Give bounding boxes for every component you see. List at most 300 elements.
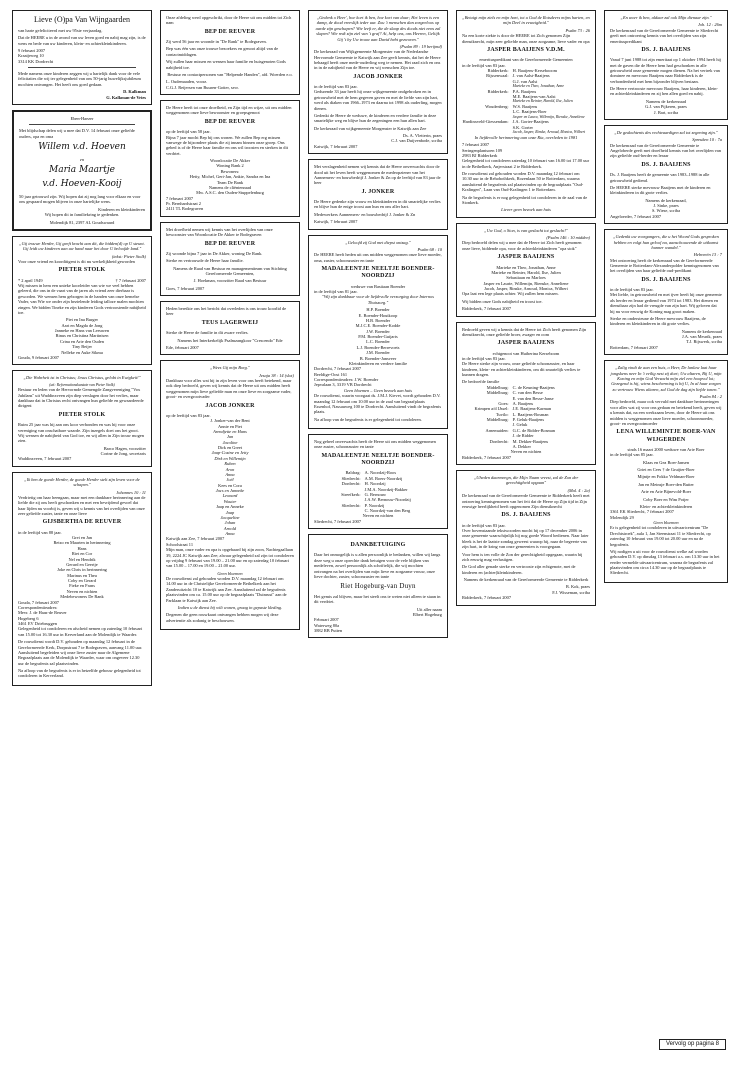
family-member: Annie en Piet xyxy=(218,423,242,429)
column-3 xyxy=(308,10,448,643)
ad-text: Wij nodigen u uit voor de rouwdienst welke zal worden gehouden D.V. op dinsdag 13 februari a.s. om 13.30 uur in het eerder vermelde uitvaartcentrum, waarna de begrafenis zal plaatsvinden om circa 14.30 uur op de begraafplaats te Sliedrecht. xyxy=(610,548,720,576)
couple-name: v.d. Hoeven-Kooij xyxy=(42,179,122,190)
ad-text: Opa laat een lege plaats achter. Wij zullen hem missen. xyxy=(462,291,559,297)
signatory: Nelleke en Auke Sikma xyxy=(61,349,103,355)
ad-text: Het gemis zal blijven, maar het steelt ons te weten niet alleen te staan in dit verdriet. xyxy=(314,593,441,605)
deceased-name: DS. J. BAAIJENS xyxy=(501,512,551,519)
ad-text: Verdrietig om haar heengaan, maar met een dankbare herinnering aan de liefde die zij ons heeft geschonken en met een bevrijdend gevoel dat haar lijden nu voorbij is, geven wij u kennis van het overlijden van onze zeer geliefde zuster, tante en onze lieve xyxy=(18,494,146,517)
deceased-age: op de leeftijd van 83 jaar. xyxy=(166,412,211,418)
family-member: P. Noordzij xyxy=(364,502,385,508)
family-member: C. Noordzij-van den Berg xyxy=(364,508,411,513)
ad-date: 7 februari 2007 xyxy=(462,142,490,148)
ad-text: Sterke de Heere de familie in dit zware verlies. xyxy=(166,330,249,336)
ad-signature: Ds. A. Vletterin, praes xyxy=(402,133,442,139)
deceased-name: JASPER BAAIJENS xyxy=(497,340,555,347)
family-member: Arie en Arie Bijnevold-Boer xyxy=(640,489,692,495)
ad-text: Met droefheid nemen wij kennis van het overlijden van onze bewoonster van Woonlocatie De Akker te Bodegraven xyxy=(166,226,273,238)
flowers-note: Geen bloemen xyxy=(653,520,679,526)
widow-name: J. Jonker-van der Bent xyxy=(210,418,250,424)
family-member: M.E. Baaijens-van Aalst xyxy=(512,94,556,100)
deceased-age: in de leeftijd van 83 jaar. xyxy=(610,287,654,293)
ad-signature: Mw. A.S.C. den Ouden-Stuppelenburg xyxy=(196,190,264,196)
deceased-age: in de leeftijd van 83 jaar. xyxy=(462,355,506,361)
family-member: J.A. Gorter-Baaijens xyxy=(512,119,549,125)
family-list xyxy=(610,460,722,502)
ad-text: De HEERE heeft heden uit ons midden weggenomen onze lieve moeder, oma, zuster, schoonzuster en tante xyxy=(314,252,442,263)
family-member: L.C. Baaijens-Boer xyxy=(512,109,547,115)
family-list xyxy=(18,535,146,589)
ad-signature: F.J. Wisseman, scriba xyxy=(552,589,590,595)
ad-obituary-baaijens-family xyxy=(456,10,596,218)
deceased-name: J. JONKER xyxy=(361,188,395,195)
ad-text: Na afloop van de begrafenis is er gelegenheid tot condoleren. xyxy=(314,416,422,422)
family-note: Medebewoners De Rank xyxy=(60,594,104,600)
ad-text: De Heere sterke zijn vrouw, onze geliefde schoonzuster, en haar kinderen, klein- en achterkleinkinderen, om dit smartelijk verlies te kunnen dragen. xyxy=(462,361,581,378)
ad-signature: S. Wiese, scriba xyxy=(651,208,681,214)
quote-source: Spreuken 10 : 7a xyxy=(692,137,722,143)
family-member: Dirk en Greet xyxy=(217,445,243,451)
ad-signature: Barco Hagen, voorzitter xyxy=(103,445,146,451)
family-member: Marieke en Theo, Jonathan, Anne xyxy=(496,264,556,270)
corr-label: Correspondentieadres: xyxy=(18,604,58,610)
ad-text: De kerkenraad van de Gereformeerde Gemeente te Ridderkerk heeft met ontroering kennisgenomen van het feit dat de Heere op Zijn tijd in Zijn eeuwige heerlijkheid heeft opgenomen Zijn dienstknecht xyxy=(462,493,590,509)
ad-text: Dankbaar voor alles wat hij in zijn leven voor ons heeft betekend, maar ook diep bedroefd, geven wij kennis dat de Heere uit ons midden heeft weggenomen mijn lieve geliefde man en onze lieve en zorgzame vader, groot- en overgrootvader xyxy=(166,378,292,400)
family-list xyxy=(462,265,590,292)
ad-text: Gelegenheid tot condoleren en afscheid nemen op zaterdag 10 februari van 15.00 tot 16.30 uur in Kerverland aan de Molendijk te Waarder. xyxy=(18,626,143,637)
family-table xyxy=(314,470,442,513)
deceased-name: JACOB JONKER xyxy=(353,73,403,80)
family-place: Middelburg: xyxy=(486,390,509,396)
family-member: Dirk en Willemijn xyxy=(214,455,246,461)
ad-address: Seringenplantsoen 109 xyxy=(462,147,503,153)
ad-text: Mijn man, onze vader en opa is opgebaard bij zijn zoon, Nachtegaallaan 39, 2224 JC Katwijk aan Zee; alwaar gelegenheid zal zijn tot condoleren op vrijdag 9 februari van 19.00 – 21.00 uur en op zaterdag 10 februari van 15.00 – 17.00 en 19.00 – 21.00 uur. xyxy=(166,547,294,569)
ad-obituary-stolk-1 xyxy=(12,236,152,365)
ad-date: 9 februari 2007 xyxy=(18,47,46,53)
ad-signature: Corine de Jong, secretaris xyxy=(100,451,146,457)
ad-address: Schoolstraat 11 xyxy=(166,541,194,547)
ad-text: Er is gelegenheid tot condoleren in uitvaartcentrum "De Drechtstroek", aula 1, Jan Steenstraat 11 te Sliedrecht, op zaterdag 10 februari van 19.00 tot 20.00 uur en na de begrafenis. xyxy=(610,525,711,547)
family-member: A. Dekker xyxy=(512,443,531,449)
couple-name: Willem v.d. Hoeven xyxy=(38,142,126,152)
family-member: Johan xyxy=(224,520,236,526)
family-member: J. Geluk xyxy=(512,422,528,428)
ad-place-date: Rotterdam, 7 februari 2007 xyxy=(610,344,658,350)
ad-text: De kerkenraad van de Gereformeerde Gemeente te Sliedrecht geeft met ontroering kennis van het overlijden van zijn emerituspredikant xyxy=(610,27,719,44)
ad-text: Vanaf 7 juni 1988 tot zijn emeritaat op 1 oktober 1994 heeft hij met de gaven die de Heere hem had geschonken in alle getrouwheid onze gemeente mogen dienen. Na het vertrek van dominee en mevrouw Baaijens naar Ridderkerk is de verbondenheid met hem bijzonder blijven bestaan. xyxy=(610,57,721,84)
ad-place-date: Sliedrecht, 7 februari 2007 xyxy=(314,518,362,524)
ad-text: Gedurende 33 jaar heeft hij onze wijkgemeente ondgebroken en in getrouwheid met de hem gegeven gaven en met de liefde van zijn hart, werd als diaken van 1966–1973 en daarna tot 1998 als ouderling, mogen dienen. xyxy=(314,89,442,111)
family-member: Jasper en Laura, Willemijn, Rienske, Anneliene xyxy=(512,114,585,119)
family-member: Coby en Gerard xyxy=(67,578,97,584)
family-member: J.A.W. Bernouw-Noordzij xyxy=(364,497,411,503)
ad-obituary-stolk-2 xyxy=(12,370,152,466)
ad-address: 2411 TL Bodegraven xyxy=(166,206,204,212)
ad-text: Gelegenheid tot condoleren zaterdag 10 februari van 16.00 tot 17.00 uur in de Bethelkerk, Anjerstraat 2 te Ridderkerk. xyxy=(462,158,590,169)
family-member: Arnold xyxy=(223,525,237,531)
column-1 xyxy=(12,10,152,691)
ad-obituary-de-reuver xyxy=(12,472,152,686)
deceased-name: DS. J. BAAIJENS xyxy=(641,46,691,53)
ad-obituary-baaijens-church xyxy=(456,470,596,605)
family-member: Fieke en Frans xyxy=(69,583,95,589)
ad-text: Daar het onmogelijk is u allen persoonlijk te bedanken, willen wij langs deze weg u onze oprechte dank betuigen voor de vele blijken van medeleven, zowel persoonlijk als schriftelijk, die wij mochten ontvangen na het overlijden van mijn lieve en zorgzame vrouw, onze lieve dochter, zuster, schoonzuster en tante xyxy=(314,552,441,579)
ad-signature: Medewerkers Aannemers- en bouwbedrijf J. Jonker & Zn xyxy=(314,211,416,217)
ad-date: 7 februari 2007 xyxy=(166,195,194,201)
birth-date: * 2 april 1949 xyxy=(18,277,43,283)
signatory-list xyxy=(166,158,294,185)
quote-source: (Psalm 89 : 19 berijmd) xyxy=(399,43,442,49)
continued-on-page-link[interactable]: Vervolg op pagina 8 xyxy=(659,1039,726,1050)
deceased-name: JASPER BAAIJENS V.D.M. xyxy=(487,46,565,53)
ad-signature: C.G.J. Reijersen van Buuren-Gotter, secr. xyxy=(166,84,239,90)
ad-place-date: Katwijk aan Zee, 7 februari 2007 xyxy=(166,536,225,542)
family-member: Jaap en Anneke xyxy=(216,504,244,510)
deceased-age: in de leeftijd van 83 jaar. xyxy=(462,522,506,528)
signatory: Aart en Magda de Jong xyxy=(61,322,103,328)
family-member: M. Dekker-Baaijens xyxy=(512,438,549,444)
ad-anniversary xyxy=(12,110,152,231)
quote-source: (Psalm 146 : 10 midden) xyxy=(546,235,590,241)
family-member: Sebastiaan en Marloes xyxy=(506,275,546,281)
ad-signature: D. Kalkman xyxy=(123,89,146,95)
family-place: Streefkerk: xyxy=(341,491,361,497)
family-member: L. Baaijens-Bosman xyxy=(512,411,549,417)
family-member: L.C. Boender xyxy=(366,339,390,345)
family-place: Middelburg: xyxy=(486,384,509,390)
ad-quote: „Uheden daarmeegn, die Mijn Naam vreest, zal de Zon der gerechtigheid opgaan" xyxy=(473,475,579,486)
ad-text: Gedenkt de Heere de weduwe, de kinderen en verdere familie in deze smartelijke weg en blijve hun de zegeningen een hun allen hart. xyxy=(314,112,437,124)
family-member: G.J. van Aalst xyxy=(512,78,538,84)
family-member: Joël xyxy=(226,477,234,483)
quote-source: (tekst: Pieter Stolk) xyxy=(111,253,146,259)
signatory-list xyxy=(18,317,146,355)
flowers-note: Geen bloemen xyxy=(217,570,243,576)
ad-address: Beeldige-Oost 161 xyxy=(314,371,348,377)
family-place: Ridderkerk: xyxy=(487,88,509,94)
ad-text: Na afloop van de begrafenis is er in hetzelfde gebouw gelegenheid tot condoleren in Kerverland. xyxy=(18,668,141,679)
quote-source: Hebreeën 13 : 7 xyxy=(693,252,722,258)
ad-signature: Namens de kerkenraad xyxy=(645,98,687,104)
family-member: Leonard xyxy=(222,493,238,499)
ad-obituary-jonker-church xyxy=(308,10,448,154)
family-place: Dordrecht: xyxy=(489,438,509,444)
quote-source: (Mal. 4 : 2a) xyxy=(567,487,590,493)
family-member: A. Baaijens xyxy=(512,400,534,406)
family-member: Jacqueline xyxy=(220,514,240,520)
corr-address: Correspondentieadres: J.W. Boender xyxy=(314,377,379,382)
ad-text: Ds. J. Baaijens heeft de gemeente van 1983–1988 in alle getrouwheid gediend. xyxy=(610,172,710,183)
ad-signature: J. Sinke, praes xyxy=(653,203,679,208)
family-member: Klaas en Gea Boer-Jansen xyxy=(642,459,690,465)
family-member: P. Geluk-Baaijens xyxy=(512,417,545,423)
family-member: A.M. Boers-Noordzij xyxy=(364,475,403,481)
deceased-subtitle: echtgenoot van Huiberina Kerseboom xyxy=(492,350,560,356)
ad-address: Waterweg 80a xyxy=(314,622,340,628)
ad-address: 3314 KK Dordrecht xyxy=(18,58,54,64)
ad-text: Indien u de dienst bij wilt wonen, graag in gepaste kleding. xyxy=(177,604,283,610)
deceased-name: PIETER STOLK xyxy=(58,267,106,274)
family-member: P.A. Baaijens xyxy=(512,88,537,94)
ad-place-date: Katwijk, 7 februari 2007 xyxy=(314,219,358,225)
ad-address: Kraaijeweg 10 xyxy=(18,53,44,59)
deceased-name: LENA WILLEMINTJE BOER-VAN WIJGERDEN xyxy=(616,429,716,443)
family-place: Hardinxveld-Giessendam: xyxy=(462,119,509,125)
family-member: Jacob, Jasper, Rinske, Arnoud, Monica, Wilbert xyxy=(484,286,568,291)
ad-text: Na een korte ziekte is door de HEERE tot Zich genomen Zijn dienstknecht, mijn zeer geliefde man, onze zorgzame, lieve vader en opa xyxy=(462,33,590,44)
ad-place-date: Goes, 7 februari 2007 xyxy=(166,285,205,291)
family-member: Marieke en Reinier, Harold, Ilse, Julien xyxy=(491,269,561,275)
ad-text: Wij bidden onze Gods nabijheid en troost toe. xyxy=(462,298,543,304)
ad-text: Degenen die geen rouwkaart ontvangen hebben mogen wij deze advertentie als zodanig te beschouwen. xyxy=(166,612,279,623)
family-label: De bedroefde familie xyxy=(462,379,500,385)
ad-text: Diep bedroefd, maar ook vervuld met dankbare herinneringen voor alles wat zij voor ons gedaan en betekend heeft, geven wij u kennis dat, na een werkzaam leven, door de Heere uit ons midden is weggenomen onze lieve moeder, schoonmoeder, groot- en overgrootmoeder xyxy=(610,399,722,426)
ad-text: De kerkenraad van de Gereformeerde Gemeente te Angeloberde geeft met droefheid kennis van het overlijden van zijn geliefde oud-herder en leraar xyxy=(610,142,721,159)
family-member: Gerard en Geertje xyxy=(66,561,98,567)
family-member: Jaap xyxy=(225,509,235,515)
family-member: Grei en Jan xyxy=(72,535,92,541)
family-list xyxy=(166,424,294,537)
ad-quote: „Betuigt mijn ziels en mijn hart, tot u God de Rotsdeers mijns harten, en mijn Deel in eeuwigheid." xyxy=(462,15,590,26)
ad-text: De Heere gedenke zijn vrouw en kleinkinderen in dit smartelijke verlies en blijve hun de enige troost aan hun en ons aller hart. xyxy=(314,199,441,210)
ad-signature: G.J. van Pijkeren, praes xyxy=(645,104,687,110)
ad-text: Voor hem is ten volle de Zon der gerechtigheid opgegaan, waarin hij zich eeuwig mag verlustigen. xyxy=(462,551,583,562)
ad-signature: J. Bart, scriba xyxy=(653,109,679,115)
ad-text: Wij hopen dit in familiekring te gedenken. xyxy=(44,212,120,218)
quote-source: Joh. 12 : 26m xyxy=(697,22,722,28)
ad-text: De rouwdienst zal gehouden worden D.V. maandag 12 februari om 10.30 uur in de Rehobothkerk, Rozenlaan 50 te Rotterdam, waarna aansluitend de begrafenis zal plaatsvinden op de begraafplaats "Oud-Kralingen", Laan van Oud-Kralingen 1 te Rotterdam. xyxy=(462,171,584,193)
ad-obituary-baaijens-sliedrecht xyxy=(604,10,728,120)
family-note: Neven en nichten xyxy=(362,513,394,519)
ad-quote: „Zalig vindt de aan een huis, o Heer, De lanlaw laat haar jongskens neer In 't veilig nest zij doet; Uw altaren, Bij U, mijn Koning en mijn God Verzacht mijn ziel een hoopvol lot; Gezegend is hij, wiens bescherming is bij U, In al haar zorgen zo vertrouw Wiens altaren, zal God de dag zijn liefde tonen." xyxy=(610,365,722,392)
family-member: H.B. Boender xyxy=(365,317,391,323)
ad-signature: L. Oudemaaden, voorz. xyxy=(166,79,208,85)
deceased-name: DS. J. BAAIJENS xyxy=(641,161,691,168)
ad-text: Zij werd 56 jaar en woonde in "De Rank" te Bodegraven. xyxy=(166,39,267,45)
ad-text: Bestuur en leden van de Hervormde Gemengde Zangvereniging "Vox Jubilans" uit Waddinxveen zijn diep verslagen door het verlies, maar dankbaar dat in Christus recht ontvangen hun geliefde en gewaardeerde dirigent xyxy=(18,387,144,409)
signatory: Team De Bank xyxy=(216,179,244,185)
family-place: Arnemuiden: xyxy=(485,427,509,433)
family-member: J.M. Boender xyxy=(366,350,390,356)
ad-signature: Namens de cliëntenraad xyxy=(208,184,252,190)
ad-text: De God aller genade sterke en vertrooste zijn echtgenote, met de kinderen en (achter)kleinkinderen. xyxy=(462,564,576,575)
ad-text: De Heere vertrooste mevrouw Baaijens, haar kinderen, klein- en achterkleinkinderen en zij hen allen goed en nabij. xyxy=(610,86,718,97)
ad-obituary-bep-3 xyxy=(160,222,300,296)
ad-signature: T.J. Rijswerk, scriba xyxy=(686,339,722,345)
ad-signature: Namens de kerkenraad, xyxy=(645,197,687,203)
ad-place: Eben-Haezer xyxy=(70,115,94,121)
ad-text: Sterke en ondersteune de Heere mevrouw Baaijens, de kinderen en kleinkinderen in dit grote verlies. xyxy=(610,315,706,327)
deceased-name: GIJSBERTHA DE REUVER xyxy=(42,519,122,526)
ad-text: Met blijdschap delen wij u mee dat D.V. 14 februari onze geliefde ouders, opa en oma xyxy=(19,128,135,139)
ad-place-date: Katwijk, 7 februari 2007 xyxy=(314,143,358,149)
ad-signature: J. Hoekman, voorzitter Raad van Bestuur xyxy=(193,278,267,284)
ad-address: 3882 RB Putten xyxy=(314,628,343,634)
signatory: Janneke en Hans van Leeuwen xyxy=(54,328,110,334)
signatory: Woning Rank 2 xyxy=(216,163,244,169)
ad-text: Met verslagenheid nemen wij kennis dat de Heere onverwachts door de dood uit het leven heeft weggenomen de medeopziener van het Aannemers- en bouwbedrijf J. Jonker & Zn op de leeftijd van 83 jaar de heer xyxy=(314,164,441,186)
ad-obituary-lagerweij xyxy=(160,301,300,355)
ad-obituary-baaijens-siblings xyxy=(456,322,596,466)
family-table xyxy=(462,68,590,135)
deceased-name: TEUS LAGERWEIJ xyxy=(201,319,259,326)
family-member: Arendjette en Hans xyxy=(213,428,247,434)
family-member: Jaap-Cozine en Jetty xyxy=(211,450,249,456)
ad-text: Zij woonde bijna 7 jaar in De Akker, woning De Rank. xyxy=(166,250,263,256)
ad-signature: G. Kalkman-de Vries xyxy=(106,94,146,100)
ad-obituary-boender-family xyxy=(308,235,448,430)
ad-text: Ruim 25 jaar was hij aan ons koor verbonden en was hij voor onze vereniging van onschatbare waarde. Zijn inzegels doet ons het groot. Wij wensen de nabijheid van God toe, en wij allen in Zijn trouw mogen zien. xyxy=(18,422,144,444)
ad-address: Pr. Bernhardstraat 2 xyxy=(166,201,201,206)
ad-quote: „Die Wahrheit ist in Christus; Jesus Christus, gelobt in Ewigkeit!" xyxy=(23,375,141,381)
family-member: P.M. Boender-Guijarts xyxy=(358,334,398,339)
family-member: J.M.A. Noordzij-Bakker xyxy=(364,486,408,492)
ad-quote: „En uwer ik ben, aldaar zal ook Mijn dienaar zijn." xyxy=(620,15,712,20)
deceased-name: DS. J. BAAIJENS xyxy=(641,276,691,283)
family-place: Middelburg: xyxy=(486,417,509,423)
ad-text: Sterke en vertrouwde de Heere haar familie. xyxy=(166,258,244,264)
family-member: H. Noordzij xyxy=(364,481,386,487)
family-place: Sliedrecht: xyxy=(341,502,361,508)
family-place: Rijssenwaal: xyxy=(486,73,509,79)
ad-signature: B. Kok, praes xyxy=(565,584,590,590)
ad-signature: J.A. van Meurik, praes xyxy=(682,334,722,340)
family-member: E. van den Besse-Janse xyxy=(512,395,554,401)
deceased-name: BEP DE REUVER xyxy=(204,28,256,35)
ad-text: De kerkeraad van Wijkgemeente Morgenster van de Nederlandse Hervormde Gemeente te Katwijk aan Zee geeft kennis, dat het de Heere behaagd heeft onze mede-ouderling weg te nemen. Het raad zich en ons in in de nabijheid van de Heere en wij wenschen Zijn toe. xyxy=(314,49,441,71)
deceased-age: in de leeftijd van 83 jaar. xyxy=(462,62,506,68)
family-member: C. van den Besse xyxy=(512,390,543,396)
family-member: Jan xyxy=(226,434,234,440)
ad-title: Lieve (O)pa Van Wijngaarden xyxy=(33,15,130,24)
deceased-age: in de leeftijd van 83 jaar. xyxy=(314,84,358,90)
family-member: E. Boender-Houtkoop xyxy=(358,312,398,318)
family-note: Neven en nichten xyxy=(66,588,98,594)
ad-place-date: Ridderkerk, 7 februari 2007 xyxy=(462,454,512,460)
family-member: Jacs en Janneke xyxy=(215,488,245,494)
ad-signature: Namens de kerkenraad van de Gereformeerde Gemeente te Ridderkerk xyxy=(463,577,589,582)
ad-place-date: Gouda, 7 februari 2007 xyxy=(18,599,59,605)
ad-obituary-jonker-family xyxy=(160,360,300,630)
ad-text: Diep bedroefd delen wij u mee dat de Heere tot Zich heeft genomen onze lieve, biddende opa, voor de achterkleinkinderen "opa stok" xyxy=(462,240,582,251)
quote-source: Johannes 10 : 11 xyxy=(116,489,146,495)
family-list xyxy=(314,307,442,361)
ad-quote: „De gedachtenis des rechtvaardigen zal tot zegening zijn." xyxy=(614,129,718,135)
ad-obituary-baaijens-grandchildren xyxy=(456,223,596,317)
deceased-name: PIETER STOLK xyxy=(58,411,106,418)
divider xyxy=(28,67,136,68)
ad-quote: „Gedenkt uw voorgangers, die u het Woord Gods gesproken hebben en volgt hun geloof na, aanschouwende de uitkomst hunner wandel." xyxy=(613,234,719,250)
deceased-age: in de leeftijd van 88 jaar. xyxy=(18,529,62,535)
flowers-note: Liever geen bezoek aan huis xyxy=(501,207,551,213)
family-member: G. Bernouw xyxy=(364,491,387,497)
ad-text: De rouwdienst, waarin voorgaat ds. J.M.J. Kievet, wordt gehouden D.V. maandag 12 februari om 10.00 uur in de zaal van begraafplaats Essenhof, Nassauweg 100 te Dordrecht. Aansluitend vindt de begrafenis plaats. xyxy=(314,393,442,415)
family-member: M.J.C.E. Boender-Kodde xyxy=(355,323,401,329)
ad-place-date: Angeloerder, 7 februari 2007 xyxy=(610,213,662,219)
ad-signature: C.J. van Duijvenbode, scriba xyxy=(391,138,442,144)
deceased-name: MADALEENTJE NEELTJE BOENDER-NOORDZIJ xyxy=(321,266,435,280)
deceased-name: MADALEENTJE NEELTJE BOENDER-NOORDZIJ xyxy=(321,452,435,467)
flowers-note: Geen bloemen – Geen bezoek aan huis xyxy=(343,387,413,393)
deceased-name: JASPER BAAIJENS xyxy=(497,254,555,261)
ad-address: 3361 EK Sliedrecht, 7 februari 2007 xyxy=(610,509,674,515)
family-member: Marinus en Thea xyxy=(67,572,97,578)
ad-address: Molendijk 29 xyxy=(610,514,634,520)
ad-text: Nog geheel onverwachts heeft de Heere uit ons midden weggenomen onze zuster, schoonzuster en tante xyxy=(314,439,436,450)
ad-signature: Namens het Interkerkelijk Psalmzangkoor "Crescendo" Ede xyxy=(177,337,283,343)
quote-source: (uit: Reformationskantate van Pieter Stolk) xyxy=(49,382,115,387)
ad-signature: Namens de kerkenraad xyxy=(681,328,722,334)
ad-place-date: Dordrecht, 7 februari 2007 xyxy=(314,366,362,372)
quote-source: Psalm 84 : 2 xyxy=(699,394,722,400)
ad-quote: „Wees Gij mijn Borg." xyxy=(210,365,250,371)
ad-signature: De kerkeraad van wijkgemeente Morgenster te Katwijk aan Zee xyxy=(314,125,427,131)
quote-source: Psalm 68 : 10 xyxy=(417,246,442,252)
family-member: Jasper en Laurie, Willemijn, Rienske, Anneliene xyxy=(483,280,569,286)
ad-text: Voor onze vriend en koorditigent is dit nu werkelijkheid geworden xyxy=(18,259,135,265)
ad-text: De Heere heeft tot onze droefheid, en Zijn tijd en wijze, uit ons midden weggenomen onze lieve bewoonster en groepsgenoot xyxy=(166,105,292,116)
family-member: J.W. Boender xyxy=(366,328,390,334)
ad-text: Wij missen in hem een unieke koorleider van wie we veel hebben geleerd, die ons in de vaart van de jaren als vriend zeer dierbaar is geworden. We wensen hem geborgen in de handen van onze hemelse Vader, van Wie we onder zijn bezielende leiding talloze malen mochten zingen. We bidden Tineke en zijn kinderen Gods vertroostende nabijheid toe. xyxy=(18,283,146,315)
ad-obituary-jonker-company xyxy=(308,159,448,229)
ad-place-date: Waddinxveen, 7 februari 2007 xyxy=(18,456,72,462)
family-place: Krimpen a/d IJssel: xyxy=(474,406,509,412)
family-place: Ridderkerk: xyxy=(487,67,509,73)
family-note: Klein- en achterkleinkinderen xyxy=(639,503,693,509)
family-member: H.P. Boender xyxy=(366,307,390,313)
ad-title: DANKBETUIGING xyxy=(350,542,406,549)
column-5 xyxy=(604,10,728,588)
ad-text: De rouwdienst wordt D.V. gehouden op maandag 12 februari in de Gereformeerde Kerk, Dorpsstraat 7 te Bodegraven, aanvang 11.00 uur. Aansluitend begeleiden wij onze lieve zuster naar de Algemene Begraafplaats aan de Molendijk te Waarder, waar om ongeveer 12.30 uur de begrafenis zal plaatsvinden. xyxy=(18,639,143,666)
family-member: S.K. Gorter xyxy=(512,124,533,130)
ad-text: Met liefde, in getrouwheid en met ijver heeft hij onze gemeente als herder en leraar gediend van 1974 tot 1983. Het dienen en dienstbaar zijn had de vreugde van zijn hart. Wij geloven dat hij nu voor eeuwig de Koning mag groot maken. xyxy=(610,292,722,314)
family-member: G.C. de Ridder-Bosman xyxy=(512,427,555,433)
deceased-subtitle: emerituspredikant van de Gereformeerde Gemeenten xyxy=(479,57,573,63)
family-note: Kleinkinderen en verdere familie xyxy=(348,360,408,366)
family-member: Mijntje en Fokko Veldman-Boer xyxy=(637,474,695,480)
ad-quote: „Gij trouwe Herder, Gij geeft kracht aan dit, die bidden(d) op U steunt. Gij leidt uw kinderen aan uw hand naar het door U beloofde land." xyxy=(19,240,145,252)
deceased-subtitle: weduwe van Bastiaan Boender xyxy=(350,283,406,289)
family-member: Coby Boer en Wim Potjer xyxy=(643,496,689,502)
family-member: J. de Ridder xyxy=(512,433,534,439)
ad-obituary-baaijens-angeloerder xyxy=(604,125,728,224)
ad-quote: „Ik ben de goede Herder, de goede Herder stelt zijn leven voor de schapen." xyxy=(24,476,140,488)
signatory: Piet en Ina Burger xyxy=(66,317,98,323)
ad-text: Na de begrafenis is er nog gelegenheid tot condoleren in de zaal van de Sionkerk. xyxy=(462,194,588,205)
deceased-age: in de leeftijd van 85 jaar. xyxy=(610,452,654,458)
ad-place-date: Ridderkerk, 7 februari 2007 xyxy=(462,306,512,312)
ad-birthday xyxy=(12,10,152,105)
ad-obituary-bep-1 xyxy=(160,10,300,95)
deceased-name: JACOB JONKER xyxy=(205,402,255,409)
corr-address: 3461 EV Driebruggen xyxy=(18,621,57,627)
family-member: Aron xyxy=(225,466,235,472)
family-member: Riet en Cor xyxy=(71,551,93,557)
family-member: W.S. Baaijens xyxy=(512,104,538,110)
corr-address: Hogeberg 6 xyxy=(18,615,39,621)
family-place xyxy=(462,444,511,449)
ad-obituary-boender-siblings xyxy=(308,434,448,529)
corr-address: Jepvalaan 3, 3319 VB Dordrecht xyxy=(314,382,372,388)
family-member: Marieke en Reinier, Harold, Ilse, Julien xyxy=(512,99,573,104)
family-place: Woudenberg: xyxy=(485,104,509,110)
deceased-age: in de leeftijd van 81 jaar. xyxy=(314,289,358,294)
family-member: Marieke en Theo, Jonathan, Anne xyxy=(512,84,565,89)
ad-signature: Namens de Raad van Bestuur en managementteam van Stichting Gereformeerde Gemeenten, xyxy=(173,265,287,276)
family-member: Jacob, Jasper, Rinske, Arnoud, Monica, Wilbert xyxy=(512,130,586,135)
family-table xyxy=(462,385,590,450)
family-member: C. de Keuning-Baaijens xyxy=(512,384,555,390)
quote-source: Psalm 73 : 26 xyxy=(565,27,590,33)
